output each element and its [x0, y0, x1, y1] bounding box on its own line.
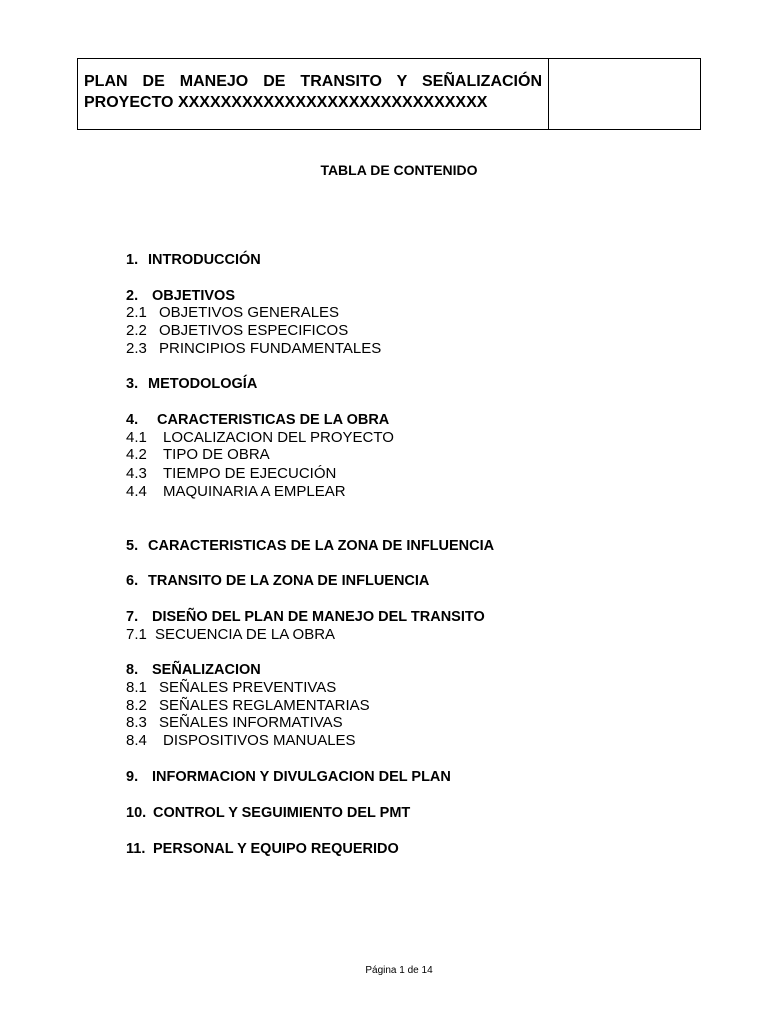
- toc-label: LOCALIZACION DEL PROYECTO: [163, 429, 394, 446]
- toc-number: 11.: [126, 841, 146, 857]
- toc-subsection-8-1: [126, 679, 336, 697]
- toc-number: 2.: [126, 288, 139, 304]
- toc-label: CONTROL Y SEGUIMIENTO DEL PMT: [153, 805, 411, 821]
- toc-section-5: [126, 537, 494, 555]
- header-empty-cell: [549, 59, 700, 129]
- toc-subsection-2-2: [126, 322, 348, 340]
- toc-label: METODOLOGÍA: [148, 376, 258, 392]
- toc-label: TIPO DE OBRA: [163, 446, 270, 463]
- toc-number: 2.2: [126, 322, 147, 339]
- toc-number: 2.1: [126, 304, 147, 321]
- toc-section-1: [126, 251, 261, 269]
- toc-subsection-2-1: [126, 304, 339, 322]
- toc-number: 8.1: [126, 679, 147, 696]
- toc-section-7: [126, 608, 485, 626]
- toc-label: INFORMACION Y DIVULGACION DEL PLAN: [152, 769, 451, 785]
- toc-label: CARACTERISTICAS DE LA OBRA: [157, 412, 390, 428]
- toc-label: SEÑALES REGLAMENTARIAS: [159, 697, 370, 714]
- toc-heading: TABLA DE CONTENIDO: [320, 162, 478, 178]
- toc-label: TRANSITO DE LA ZONA DE INFLUENCIA: [148, 573, 430, 589]
- toc-section-8: [126, 661, 261, 679]
- toc-number: 1.: [126, 252, 139, 268]
- toc-subsection-4-4: [126, 483, 346, 501]
- toc-number: 4.3: [126, 465, 147, 482]
- toc-section-4: [126, 411, 389, 429]
- toc-label: SECUENCIA DE LA OBRA: [155, 626, 336, 643]
- toc-label: TIEMPO DE EJECUCIÓN: [163, 465, 337, 482]
- header-title-line1: PLAN DE MANEJO DE TRANSITO Y SEÑALIZACIÓN: [84, 73, 542, 90]
- document-header-title: [78, 59, 549, 129]
- toc-number: 8.3: [126, 714, 147, 731]
- toc-section-10: [126, 804, 410, 822]
- toc-subsection-4-2: [126, 446, 270, 464]
- toc-number: 4.: [126, 412, 139, 428]
- toc-label: PERSONAL Y EQUIPO REQUERIDO: [153, 841, 399, 857]
- toc-label: PRINCIPIOS FUNDAMENTALES: [159, 340, 382, 357]
- toc-number: 8.: [126, 662, 139, 678]
- toc-label: OBJETIVOS: [152, 288, 235, 304]
- toc-label: SEÑALES INFORMATIVAS: [159, 714, 343, 731]
- toc-subsection-8-3: [126, 714, 343, 732]
- toc-number: 4.4: [126, 483, 147, 500]
- toc-subsection-8-4: [126, 732, 356, 750]
- toc-number: 4.1: [126, 429, 147, 446]
- document-header-box: [77, 58, 701, 130]
- toc-label: SEÑALES PREVENTIVAS: [159, 679, 337, 696]
- toc-section-2: [126, 287, 235, 305]
- toc-subsection-4-1: [126, 429, 394, 447]
- toc-number: 9.: [126, 769, 139, 785]
- toc-label: DISEÑO DEL PLAN DE MANEJO DEL TRANSITO: [152, 609, 485, 625]
- toc-label: DISPOSITIVOS MANUALES: [163, 732, 356, 749]
- toc-number: 7.1: [126, 626, 147, 643]
- toc-number: 10.: [126, 805, 147, 821]
- toc-number: 7.: [126, 609, 139, 625]
- toc-number: 5.: [126, 538, 139, 554]
- toc-label: OBJETIVOS ESPECIFICOS: [159, 322, 349, 339]
- toc-label: MAQUINARIA A EMPLEAR: [163, 483, 346, 500]
- toc-number: 6.: [126, 573, 139, 589]
- toc-label: CARACTERISTICAS DE LA ZONA DE INFLUENCIA: [148, 538, 495, 554]
- toc-subsection-2-3: [126, 340, 381, 358]
- toc-subsection-7-1: [126, 626, 335, 644]
- toc-section-9: [126, 768, 451, 786]
- toc-subsection-8-2: [126, 697, 370, 715]
- toc-label: SEÑALIZACION: [152, 662, 261, 678]
- toc-number: 8.2: [126, 697, 147, 714]
- toc-section-6: [126, 572, 429, 590]
- toc-label: INTRODUCCIÓN: [148, 252, 261, 268]
- toc-number: 2.3: [126, 340, 147, 357]
- header-title-line2: PROYECTO XXXXXXXXXXXXXXXXXXXXXXXXXXXXX: [84, 94, 488, 111]
- toc-section-11: [126, 840, 399, 858]
- toc-section-3: [126, 375, 257, 393]
- toc-label: OBJETIVOS GENERALES: [159, 304, 340, 321]
- page-number-footer: Página 1 de 14: [365, 965, 433, 976]
- toc-subsection-4-3: [126, 465, 336, 483]
- toc-number: 4.2: [126, 446, 147, 463]
- toc-number: 8.4: [126, 732, 147, 749]
- toc-number: 3.: [126, 376, 139, 392]
